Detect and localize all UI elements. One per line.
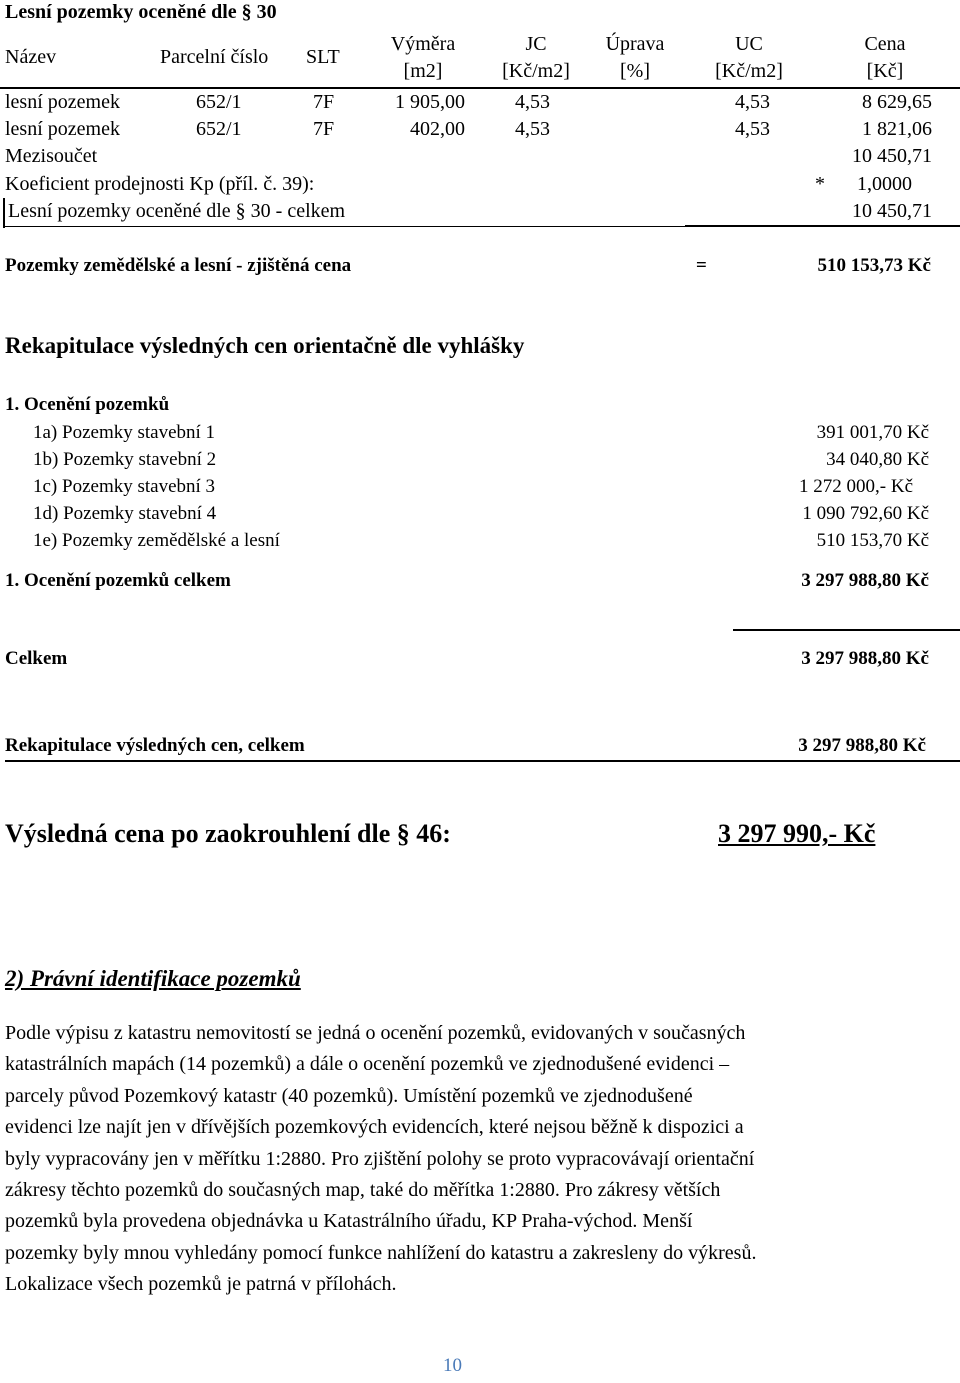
oceneni-item-value: 1 090 792,60 Kč <box>802 503 929 524</box>
row-jc: 4,53 <box>515 118 550 140</box>
section-title: Lesní pozemky oceněné dle § 30 <box>5 1 277 23</box>
paragraph-line: Podle výpisu z katastru nemovitostí se jedná o ocenění pozemků, evidovaných v současných <box>5 1022 746 1044</box>
celkem-top-rule <box>733 629 960 631</box>
row-slt: 7F <box>313 118 335 140</box>
col-jc: JC <box>525 33 547 55</box>
col-vymera-unit: [m2] <box>403 60 443 82</box>
row-vymera: 1 905,00 <box>395 91 465 113</box>
col-jc-unit: [Kč/m2] <box>502 60 570 82</box>
rekapitulace-celkem-value: 3 297 988,80 Kč <box>798 735 926 756</box>
row-parcela: 652/1 <box>196 118 242 140</box>
lesni-celkem-value: 10 450,71 <box>852 200 932 222</box>
row-cena: 8 629,65 <box>862 91 932 113</box>
paragraph-line: parcely původ Pozemkový katastr (40 pozemků). Umístění pozemků ve zjednodušené <box>5 1084 693 1107</box>
oceneni-item-label: 1b) Pozemky stavební 2 <box>33 449 217 470</box>
rekapitulace-rule <box>5 760 960 762</box>
paragraph-line: Lokalizace všech pozemků je patrná v přílohách. <box>5 1273 397 1296</box>
celkem-value: 3 297 988,80 Kč <box>801 648 929 669</box>
zjistena-cena-label: Pozemky zemědělské a lesní - zjištěná cena <box>5 255 352 276</box>
celkem-rule-left <box>5 226 685 227</box>
row-parcela: 652/1 <box>196 91 242 113</box>
col-cena-unit: [Kč] <box>866 60 904 82</box>
row-nazev: lesní pozemek <box>5 118 120 140</box>
koeficient-value: 1,0000 <box>857 173 912 195</box>
paragraph-line: pozemky byly mnou vyhledány pomocí funkce nahlížení do katastru a zakresleny do výkresů. <box>5 1241 757 1264</box>
col-uc-unit: [Kč/m2] <box>715 60 783 82</box>
oceneni-total-value: 3 297 988,80 Kč <box>801 570 929 591</box>
koeficient-label: Koeficient prodejnosti Kp (příl. č. 39): <box>5 173 315 195</box>
row-uc: 4,53 <box>735 91 770 113</box>
oceneni-item-label: 1a) Pozemky stavební 1 <box>33 422 216 443</box>
col-nazev: Název <box>5 46 57 68</box>
oceneni-heading: 1. Ocenění pozemků <box>5 394 170 415</box>
celkem-label: Celkem <box>5 648 68 669</box>
koeficient-operator: * <box>815 173 825 195</box>
col-parcelni: Parcelní číslo <box>160 46 269 68</box>
row-vymera: 402,00 <box>410 118 465 140</box>
oceneni-item-value: 34 040,80 Kč <box>826 449 929 470</box>
celkem-left-border <box>3 198 5 228</box>
celkem-rule-right <box>685 225 960 227</box>
col-slt: SLT <box>306 46 340 68</box>
oceneni-item-label: 1d) Pozemky stavební 4 <box>33 503 217 524</box>
vysledna-cena-value: 3 297 990,- Kč <box>718 819 876 848</box>
zjistena-cena-operator: = <box>696 255 707 276</box>
mezisoucet-label: Mezisoučet <box>5 145 98 167</box>
mezisoucet-value: 10 450,71 <box>852 145 932 167</box>
rekapitulace-title: Rekapitulace výsledných cen orientačně dle vyhlášky <box>5 333 525 358</box>
header-rule <box>0 87 960 89</box>
oceneni-total-label: 1. Ocenění pozemků celkem <box>5 570 231 591</box>
oceneni-item-label: 1e) Pozemky zemědělské a lesní <box>33 530 280 551</box>
paragraph-line: evidenci lze najít jen v dřívějších pozemkových evidencích, které nejsou běžně k dispozici a <box>5 1116 744 1139</box>
oceneni-item-label: 1c) Pozemky stavební 3 <box>33 476 216 497</box>
lesni-celkem-label: Lesní pozemky oceněné dle § 30 - celkem <box>8 200 346 222</box>
col-uprava: Úprava <box>605 33 665 55</box>
zjistena-cena-value: 510 153,73 Kč <box>817 255 931 276</box>
col-cena: Cena <box>864 33 906 55</box>
row-nazev: lesní pozemek <box>5 91 120 113</box>
paragraph-line: pozemků byla provedena objednávka u Katastrálního úřadu, KP Praha-východ. Menší <box>5 1210 693 1233</box>
pravni-paragraph <box>5 1018 905 1301</box>
oceneni-item-value: 1 272 000,- Kč <box>799 476 913 497</box>
pravni-heading: 2) Právní identifikace pozemků <box>5 966 301 991</box>
row-slt: 7F <box>313 91 335 113</box>
row-jc: 4,53 <box>515 91 550 113</box>
col-uprava-unit: [%] <box>620 60 650 82</box>
row-cena: 1 821,06 <box>862 118 932 140</box>
col-vymera: Výměra <box>390 33 456 55</box>
page-number: 10 <box>443 1355 462 1376</box>
row-uc: 4,53 <box>735 118 770 140</box>
col-uc: UC <box>735 33 763 55</box>
paragraph-line: zákresy těchto pozemků do současných map, také do měřítka 1:2880. Pro zákresy větších <box>5 1179 721 1202</box>
vysledna-cena-label: Výsledná cena po zaokrouhlení dle § 46: <box>5 819 451 848</box>
rekapitulace-celkem-label: Rekapitulace výsledných cen, celkem <box>5 735 305 756</box>
oceneni-item-value: 510 153,70 Kč <box>816 530 929 551</box>
oceneni-item-value: 391 001,70 Kč <box>816 422 929 443</box>
paragraph-line: katastrálních mapách (14 pozemků) a dále o ocenění pozemků ve zjednodušené evidenci – <box>5 1053 730 1076</box>
paragraph-line: byly vypracovány jen v měřítku 1:2880. Pro zjištění polohy se proto vypracovávají orientační <box>5 1147 755 1170</box>
